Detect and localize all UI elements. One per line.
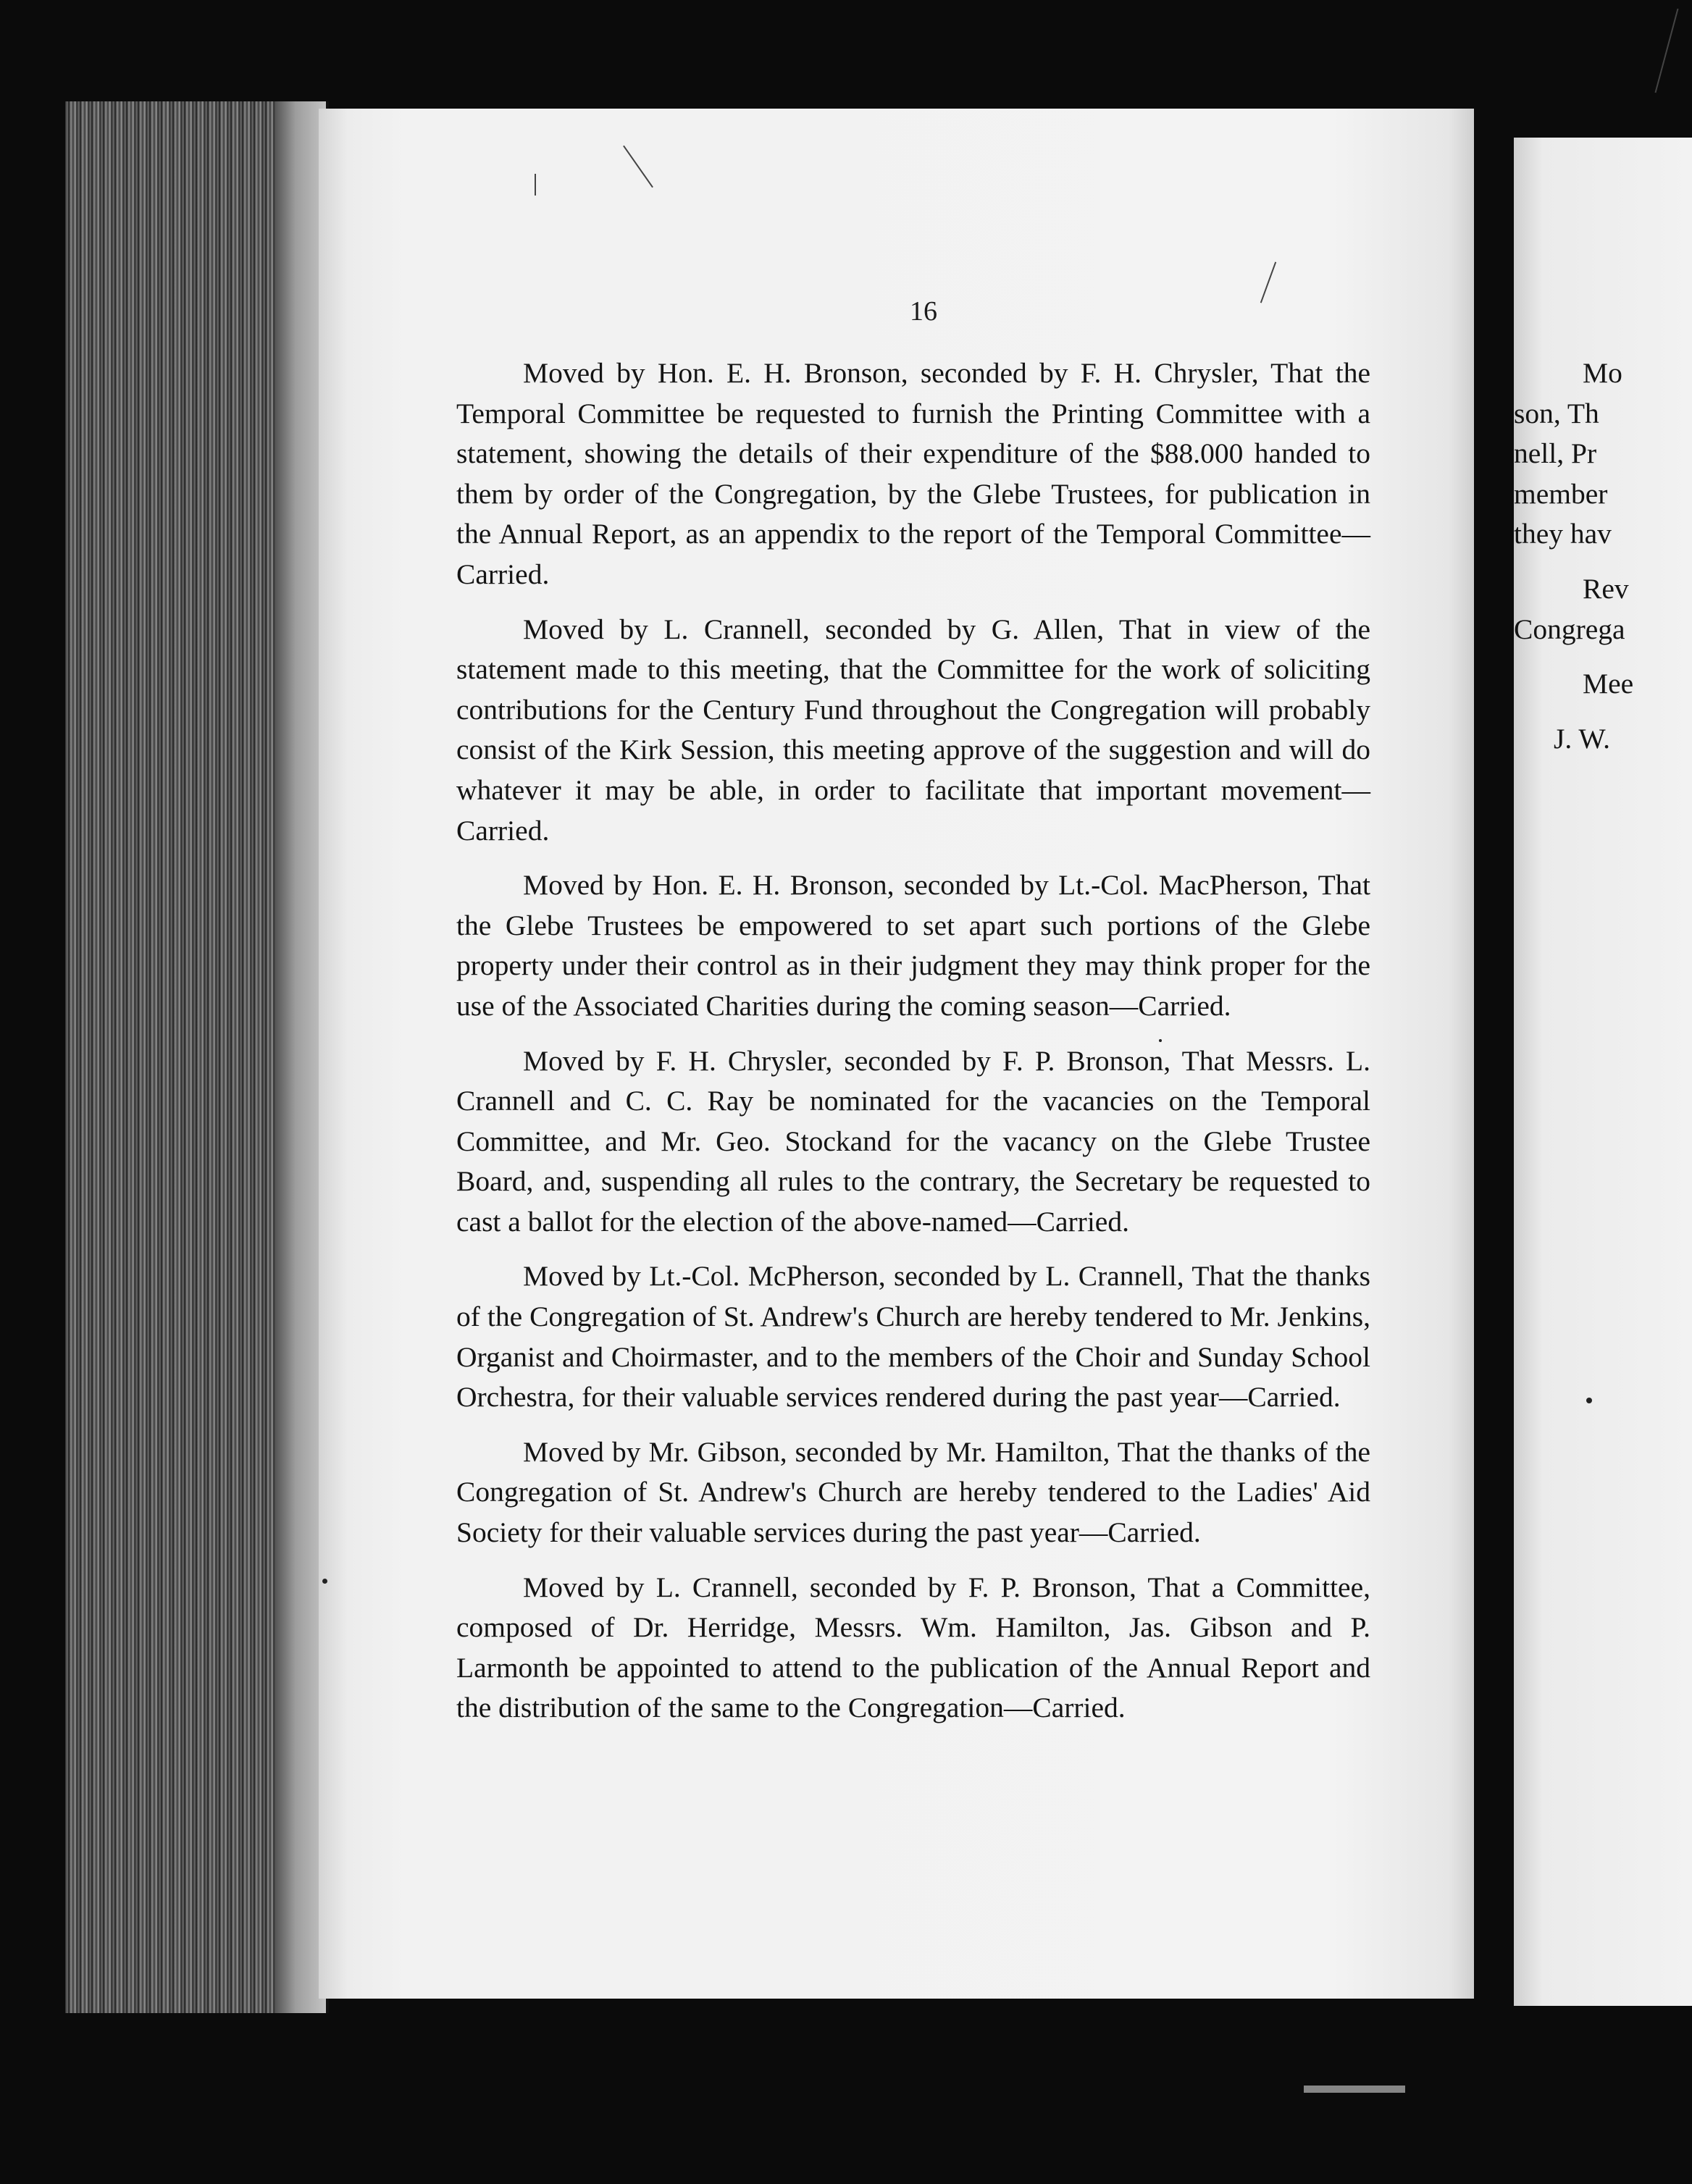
fragment-line: Congrega [1514, 613, 1625, 645]
fragment-line: they hav [1514, 518, 1612, 550]
film-scratch [1655, 9, 1679, 93]
minutes-text [456, 353, 1370, 1743]
fragment-line: J. W. [1554, 722, 1610, 755]
next-page-fragments [1514, 353, 1692, 759]
book-page-edges [65, 101, 329, 2013]
page-number: 16 [910, 296, 937, 327]
film-speck [1159, 1039, 1162, 1042]
motion-paragraph: Moved by L. Crannell, seconded by F. P. Bronson, That a Committee, composed of Dr. Herridge, Messrs. Wm. Hamilton, Jas. Gibson and P. Larmonth be appointed to attend to the publication of the Annual Report and the distribution of the same to the Congregation—Carried. [456, 1571, 1370, 1724]
fragment-line: nell, Pr [1514, 437, 1597, 470]
fragment-line: Mo [1583, 357, 1622, 389]
motion-paragraph: Moved by Lt.-Col. McPherson, seconded by L. Crannell, That the thanks of the Congregation of St. Andrew's Church are hereby tendered to Mr. Jenkins, Organist and Choirmaster, and to the members of the Choir and Sunday School Orchestra, for their valuable services rendered during the past year—Carried. [456, 1260, 1370, 1414]
motion-paragraph: Moved by Hon. E. H. Bronson, seconded by Lt.-Col. MacPherson, That the Glebe Trustees be empowered to set apart such portions of the Glebe property under their control as in their judgment they may think proper for the use of the Associated Charities during the coming season—Carried. [456, 869, 1370, 1022]
fragment-line: member [1514, 477, 1608, 510]
film-scratch [535, 174, 536, 196]
fragment-line: Rev [1583, 572, 1629, 605]
film-mark [1304, 2086, 1405, 2093]
fragment-line: Mee [1583, 668, 1634, 700]
motion-paragraph: Moved by F. H. Chrysler, seconded by F. P. Bronson, That Messrs. L. Crannell and C. C. Ray be nominated for the vacancies on the Temporal Committee, and Mr. Geo. Stockand for the vacancy on the Glebe Trustee Board, and, suspending all rules to the contrary, the Secretary be requested to cast a ballot for the election of the above-named—Carried. [456, 1044, 1370, 1238]
motion-paragraph: Moved by Hon. E. H. Bronson, seconded by F. H. Chrysler, That the Temporal Committee be requested to furnish the Printing Committee with a statement, showing the details of their expenditure of the $88.000 handed to them by order of the Congregation, by the Glebe Trustees, for publication in the Annual Report, as an appendix to the report of the Temporal Committee—Carried. [456, 357, 1370, 590]
motion-paragraph: Moved by L. Crannell, seconded by G. Allen, That in view of the statement made to this meeting, that the Committee for the work of soliciting contributions for the Century Fund throughout the Congregation will probably consist of the Kirk Session, this meeting approve of the suggestion and will do whatever it may be able, in order to facilitate that important movement—Carried. [456, 613, 1370, 847]
fragment-line: son, Th [1514, 397, 1599, 429]
film-speck [1586, 1398, 1592, 1403]
film-speck [322, 1579, 327, 1584]
motion-paragraph: Moved by Mr. Gibson, seconded by Mr. Hamilton, That the thanks of the Congregation of St. Andrew's Church are hereby tendered to the Ladies' Aid Society for their valuable services during the past year—Carried. [456, 1435, 1370, 1549]
